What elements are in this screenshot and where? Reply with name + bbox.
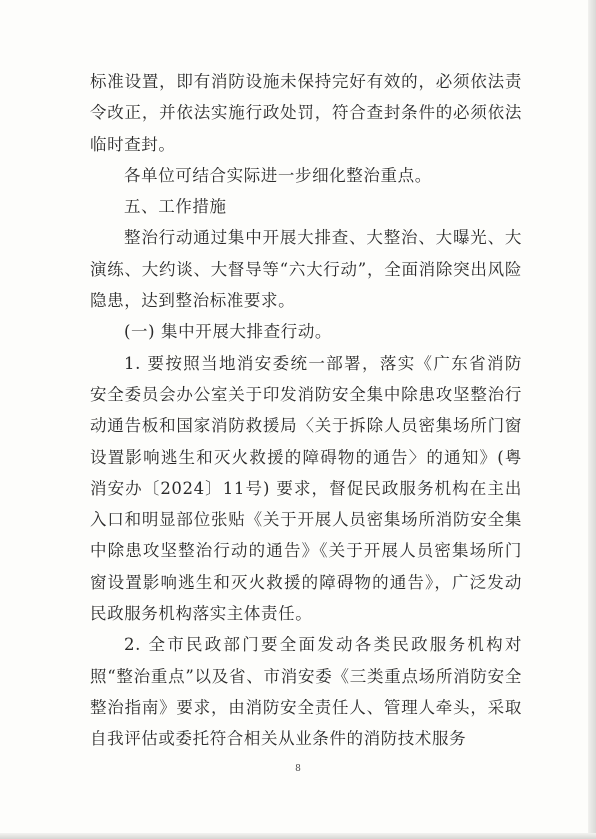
paragraph-item-2: 2. 全市民政部门要全面发动各类民政服务机构对照“整治重点”以及省、市消安委《三类重点场所消防安全整治指南》要求，由消防安全责任人、管理人牵头，采取自我评估或委托符合相关从业条件的消防技术服务 [90,635,522,749]
paragraph-item-1: 1. 要按照当地消安委统一部署，落实《广东省消防安全委员会办公室关于印发消防安全集中除患攻坚整治行动通告板和国家消防救援局〈关于拆除人员密集场所门窗设置影响逃生和灭火救援的障碍物的通告〉的通知》(粤消安办〔2024〕11号) 要求，督促民政服务机构在主出入口和明显部位张贴《关于开展人员密集场所消防安全集中除患攻坚整治行动的通告》《关于开展人员密集场所门窗设置影响逃生和灭火救援的障碍物的通告》，广泛发动民政服务机构落实主体责任。 [90,353,522,624]
page-number: 8 [295,764,301,774]
section-heading: 五、工作措施 [124,197,227,217]
paragraph-note: 各单位可结合实际进一步细化整治重点。 [124,165,432,185]
paragraph-measures-intro: 整治行动通过集中开展大排查、大整治、大曝光、大演练、大约谈、大督导等“六大行动”，全面消除突出风险隐患，达到整治标准要求。 [90,228,522,311]
paragraph-continuation: 标准设置，即有消防设施未保持完好有效的，必须依法责令改正，并依法实施行政处罚，符合查封条件的必须依法临时查封。 [90,72,522,154]
subsection-heading: (一) 集中开展大排查行动。 [124,322,333,342]
document-body [90,66,522,755]
scan-edge-shadow [588,0,596,839]
scan-edge-shadow-bottom [0,833,596,839]
